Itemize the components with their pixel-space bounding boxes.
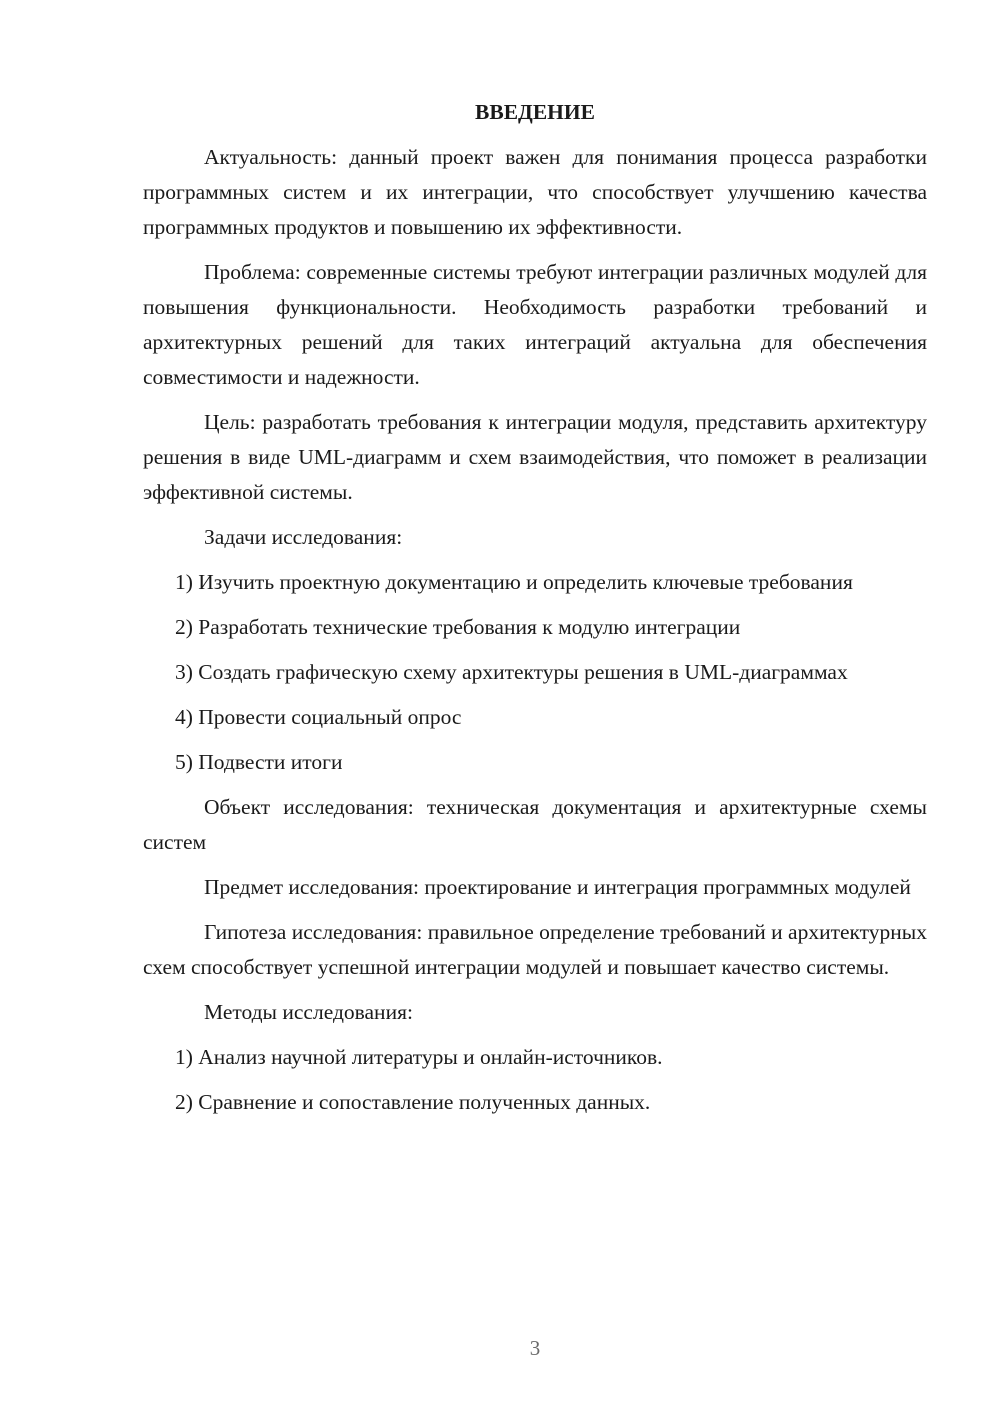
method-item-2: 2) Сравнение и сопоставление полученных данных. [175,1090,651,1114]
paragraph-methods-heading: Методы исследования: [204,1000,413,1024]
paragraph-relevance: Актуальность: данный проект важен для понимания процесса разработки программных систем и их интеграции, что способствует улучшению качества программных продуктов и повышению их эффективности. [143,145,927,239]
paragraph-object: Объект исследования: техническая документация и архитектурные схемы систем [143,795,927,854]
section-title: ВВЕДЕНИЕ [475,100,595,124]
paragraph-problem: Проблема: современные системы требуют интеграции различных модулей для повышения функциональности. Необходимость разработки требований и архитектурных решений для таких интеграций актуальна для обеспечения совместимости и надежности. [143,260,927,389]
page-number: 3 [529,1336,541,1360]
paragraph-tasks-heading: Задачи исследования: [204,525,403,549]
task-item-5: 5) Подвести итоги [175,750,343,774]
task-item-3: 3) Создать графическую схему архитектуры решения в UML-диаграммах [175,660,848,684]
task-item-1: 1) Изучить проектную документацию и определить ключевые требования [175,570,853,594]
paragraph-goal: Цель: разработать требования к интеграции модуля, представить архитектуру решения в виде UML-диаграмм и схем взаимодействия, что поможет в реализации эффективной системы. [143,410,927,504]
task-item-2: 2) Разработать технические требования к модулю интеграции [175,615,741,639]
method-item-1: 1) Анализ научной литературы и онлайн-источников. [175,1045,663,1069]
paragraph-hypothesis: Гипотеза исследования: правильное определение требований и архитектурных схем способствует успешной интеграции модулей и повышает качество системы. [143,920,927,979]
paragraph-subject: Предмет исследования: проектирование и интеграция программных модулей [204,875,911,899]
page-body [143,95,927,1130]
task-item-4: 4) Провести социальный опрос [175,705,462,729]
